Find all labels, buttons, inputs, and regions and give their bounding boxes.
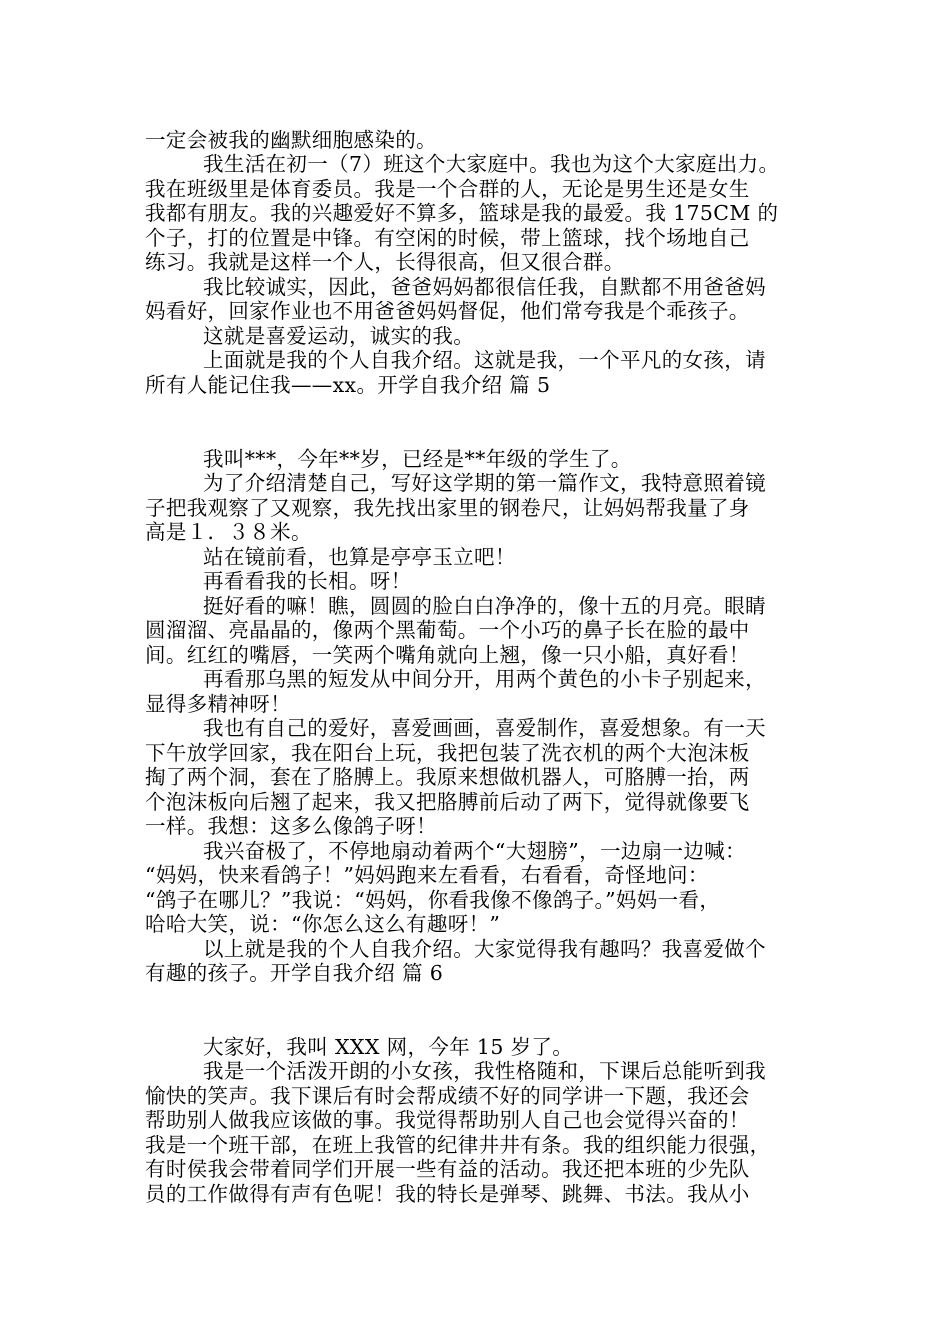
text-line: 圆溜溜、亮晶晶的，像两个黑葡萄。一个小巧的鼻子长在脸的最中 [145,618,750,642]
text-line: 为了介绍清楚自己，写好这学期的第一篇作文，我特意照着镜 [203,471,766,495]
text-line: 员的工作做得有声有色呢！我的特长是弹琴、跳舞、书法。我从小 [145,1182,750,1206]
text-line: 再看那乌黑的短发从中间分开，用两个黄色的小卡子别起来， [203,667,766,691]
text-line: 我在班级里是体育委员。我是一个合群的人，无论是男生还是女生 [145,177,750,201]
text-line: 我也有自己的爱好，喜爱画画，喜爱制作，喜爱想象。有一天 [203,716,766,740]
text-line: “鸽子在哪儿？”我说：“妈妈，你看我像不像鸽子。”妈妈一看， [145,888,721,912]
text-line: 我叫***，今年**岁，已经是**年级的学生了。 [203,447,632,471]
text-line: 间。红红的嘴唇，一笑两个嘴角就向上翘，像一只小船，真好看！ [145,643,750,667]
text-line: 挺好看的嘛！瞧，圆圆的脸白白净净的，像十五的月亮。眼睛 [203,594,766,618]
text-line: 上面就是我的个人自我介绍。这就是我，一个平凡的女孩，请 [203,348,766,372]
text-line: 子把我观察了又观察，我先找出家里的钢卷尺，让妈妈帮我量了身 [145,496,750,520]
text-line: 掏了两个洞，套在了胳膊上。我原来想做机器人，可胳膊一抬，两 [145,765,750,789]
text-line: 哈哈大笑，说：“你怎么这么有趣呀！” [145,912,501,936]
text-line: 一定会被我的幽默细胞感染的。 [145,128,437,152]
text-line: 有时侯我会带着同学们开展一些有益的活动。我还把本班的少先队 [145,1157,750,1181]
text-line: 高是１．３８米。 [145,520,312,544]
text-line: “妈妈，快来看鸽子！”妈妈跑来左看看，右看看，奇怪地问： [145,863,709,887]
text-line: 个子，打的位置是中锋。有空闲的时候，带上篮球，找个场地自己 [145,226,750,250]
text-line: 我生活在初一（7）班这个大家庭中。我也为这个大家庭出力。 [203,152,780,176]
text-line: 我是一个活泼开朗的小女孩，我性格随和，下课后总能听到我 [203,1059,766,1083]
text-line: 愉快的笑声。我下课后有时会帮成绩不好的同学讲一下题，我还会 [145,1084,750,1108]
text-line: 大家好，我叫 XXX 网，今年 15 岁了。 [203,1035,574,1059]
text-line: 帮助别人做我应该做的事。我觉得帮助别人自己也会觉得兴奋的！ [145,1108,750,1132]
text-line: 显得多精神呀！ [145,692,291,716]
text-line: 一样。我想：这多么像鸽子呀！ [145,814,437,838]
text-line: 我是一个班干部，在班上我管的纪律井井有条。我的组织能力很强， [145,1133,771,1157]
text-line: 有趣的孩子。开学自我介绍 篇 6 [145,961,444,985]
text-line: 我兴奋极了，不停地扇动着两个“大翅膀”，一边扇一边喊： [203,839,746,863]
text-line: 这就是喜爱运动，诚实的我。 [203,324,475,348]
text-line: 个泡沫板向后翘了起来，我又把胳膊前后动了两下，觉得就像要飞 [145,790,750,814]
text-line: 站在镜前看，也算是亭亭玉立吧！ [203,545,516,569]
text-line: 下午放学回家，我在阳台上玩，我把包装了洗衣机的两个大泡沫板 [145,741,750,765]
text-line: 我比较诚实，因此，爸爸妈妈都很信任我，自默都不用爸爸妈 [203,275,766,299]
text-line: 所有人能记住我——xx。开学自我介绍 篇 5 [145,373,551,397]
text-line: 妈看好，回家作业也不用爸爸妈妈督促，他们常夸我是个乖孩子。 [145,299,750,323]
text-line: 再看看我的长相。呀！ [203,569,412,593]
text-line: 以上就是我的个人自我介绍。大家觉得我有趣吗？我喜爱做个 [203,937,766,961]
text-line: 我都有朋友。我的兴趣爱好不算多，篮球是我的最爱。我 175CM 的 [145,201,779,225]
text-line: 练习。我就是这样一个人，长得很高，但又很合群。 [145,250,625,274]
